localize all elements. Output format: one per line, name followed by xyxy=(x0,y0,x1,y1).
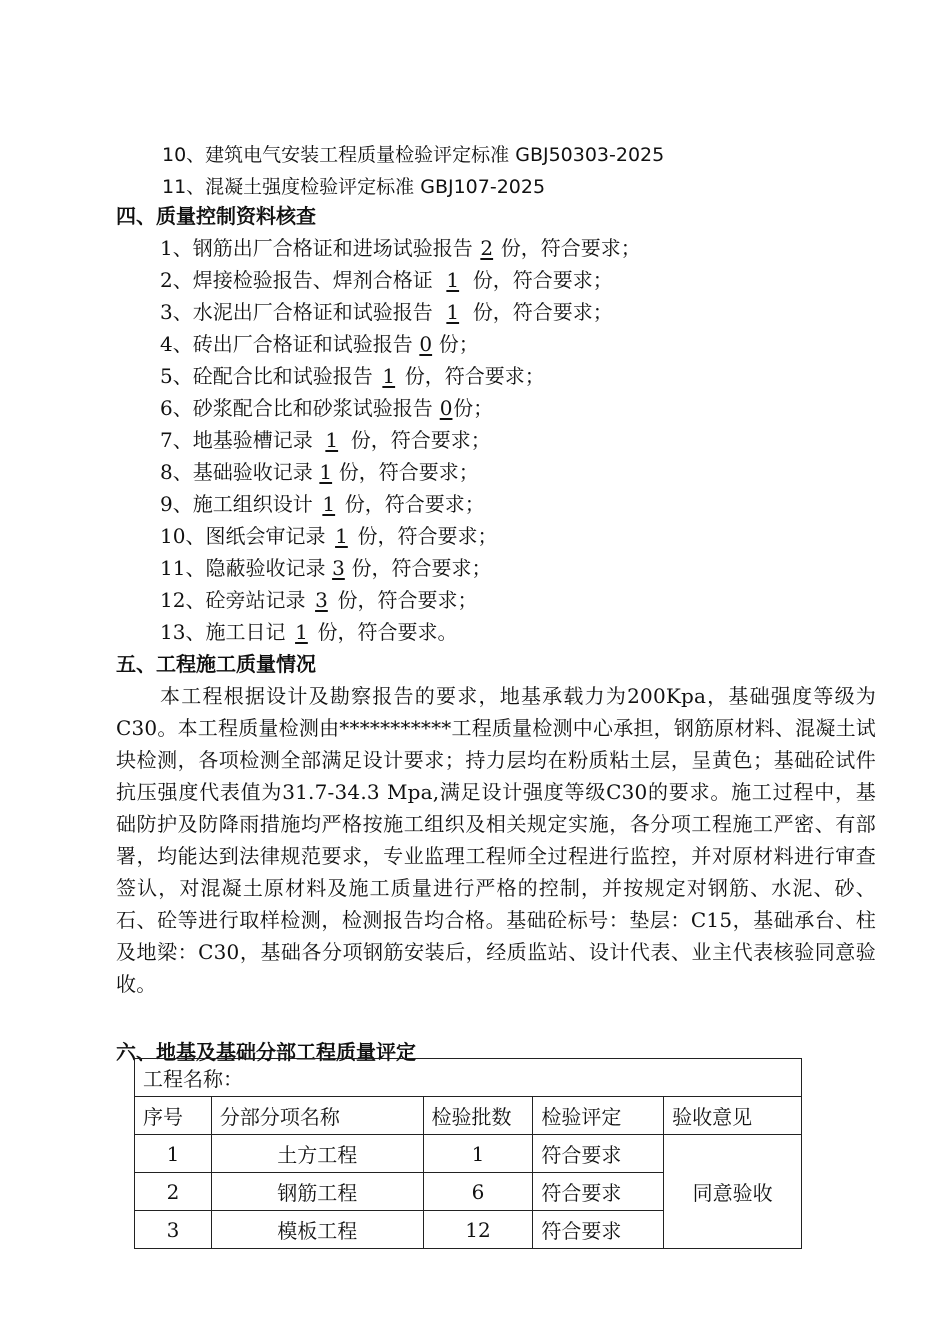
checklist-item: 11、隐蔽验收记录 3 份，符合要求； xyxy=(160,556,492,580)
count-value: 1 xyxy=(319,460,333,484)
row-number: 2 xyxy=(135,1173,212,1211)
row-batches: 12 xyxy=(423,1211,533,1249)
checklist-item: 4、砖出厂合格证和试验报告 0 份； xyxy=(160,332,479,356)
count-value: 2 xyxy=(480,236,494,260)
quality-assessment-table xyxy=(134,1058,802,1249)
count-value: 0 xyxy=(419,332,433,356)
checklist-item: 3、水泥出厂合格证和试验报告 1 份，符合要求； xyxy=(160,300,613,324)
count-value: 1 xyxy=(446,268,460,292)
count-value: 1 xyxy=(446,300,460,324)
count-value: 1 xyxy=(322,492,336,516)
header-cell: 序号 xyxy=(135,1097,212,1135)
checklist-item: 12、砼旁站记录 3 份，符合要求； xyxy=(160,588,478,612)
checklist-item: 7、地基验槽记录 1 份，符合要求； xyxy=(160,428,491,452)
count-value: 1 xyxy=(325,428,339,452)
checklist-item: 6、砂浆配合比和砂浆试验报告 0份； xyxy=(160,396,494,420)
checklist-item: 10、图纸会审记录 1 份，符合要求； xyxy=(160,524,498,548)
row-name: 土方工程 xyxy=(211,1135,423,1173)
row-name: 模板工程 xyxy=(211,1211,423,1249)
header-cell: 验收意见 xyxy=(664,1097,802,1135)
checklist-item: 13、施工日记 1 份，符合要求。 xyxy=(160,620,458,644)
table-row xyxy=(135,1135,802,1173)
project-name-cell: 工程名称： xyxy=(135,1059,802,1097)
acceptance-opinion: 同意验收 xyxy=(664,1135,802,1249)
row-batches: 6 xyxy=(423,1173,533,1211)
header-cell: 分部分项名称 xyxy=(211,1097,423,1135)
checklist-item: 1、钢筋出厂合格证和进场试验报告 2 份，符合要求； xyxy=(160,236,641,260)
checklist-item: 9、施工组织设计 1 份，符合要求； xyxy=(160,492,485,516)
count-value: 3 xyxy=(332,556,345,580)
section-heading: 五、工程施工质量情况 xyxy=(116,652,316,676)
checklist-item: 8、基础验收记录 1 份，符合要求； xyxy=(160,460,479,484)
section-heading: 四、质量控制资料核查 xyxy=(116,204,316,228)
checklist-item: 2、焊接检验报告、焊剂合格证 1 份，符合要求； xyxy=(160,268,613,292)
checklist-item: 5、砼配合比和试验报告 1 份，符合要求； xyxy=(160,364,545,388)
row-assessment: 符合要求 xyxy=(533,1173,664,1211)
header-cell: 检验批数 xyxy=(423,1097,533,1135)
header-cell: 检验评定 xyxy=(533,1097,664,1135)
row-number: 3 xyxy=(135,1211,212,1249)
count-value: 1 xyxy=(382,364,396,388)
count-value: 3 xyxy=(315,588,328,612)
count-value: 1 xyxy=(295,620,308,644)
row-name: 钢筋工程 xyxy=(211,1173,423,1211)
standard-item: 11、混凝土强度检验评定标准 GBJ107-2025 xyxy=(162,176,546,198)
count-value: 1 xyxy=(335,524,348,548)
row-number: 1 xyxy=(135,1135,212,1173)
construction-quality-paragraph: 本工程根据设计及勘察报告的要求，地基承载力为200Kpa，基础强度等级为C30。本工程质量检测由***********工程质量检测中心承担，钢筋原材料、混凝土试块检测，各项检测全部满足设计要求；持力层均在粉质粘土层，呈黄色；基础砼试件抗压强度代表值为31.7-34.3 Mpa,满足设计强度等级C30的要求。施工过程中，基础防护及防降雨措施均严格按施工组织及相关规定实施，各分项工程施工严密、有部署，均能达到法律规范要求，专业监理工程师全过程进行监控，并对原材料进行审查签认，对混凝土原材料及施工质量进行严格的控制，并按规定对钢筋、水泥、砂、石、砼等进行取样检测，检测报告均合格。基础砼标号：垫层：C15，基础承台、柱及地梁：C30，基础各分项钢筋安装后，经质监站、设计代表、业主代表核验同意验收。 xyxy=(116,684,876,996)
row-assessment: 符合要求 xyxy=(533,1211,664,1249)
table-header-row xyxy=(135,1097,802,1135)
row-assessment: 符合要求 xyxy=(533,1135,664,1173)
count-value: 0 xyxy=(439,396,453,420)
standard-item: 10、建筑电气安装工程质量检验评定标准 GBJ50303-2025 xyxy=(162,144,665,166)
row-batches: 1 xyxy=(423,1135,533,1173)
section-heading: 六、地基及基础分部工程质量评定 xyxy=(116,1040,416,1064)
